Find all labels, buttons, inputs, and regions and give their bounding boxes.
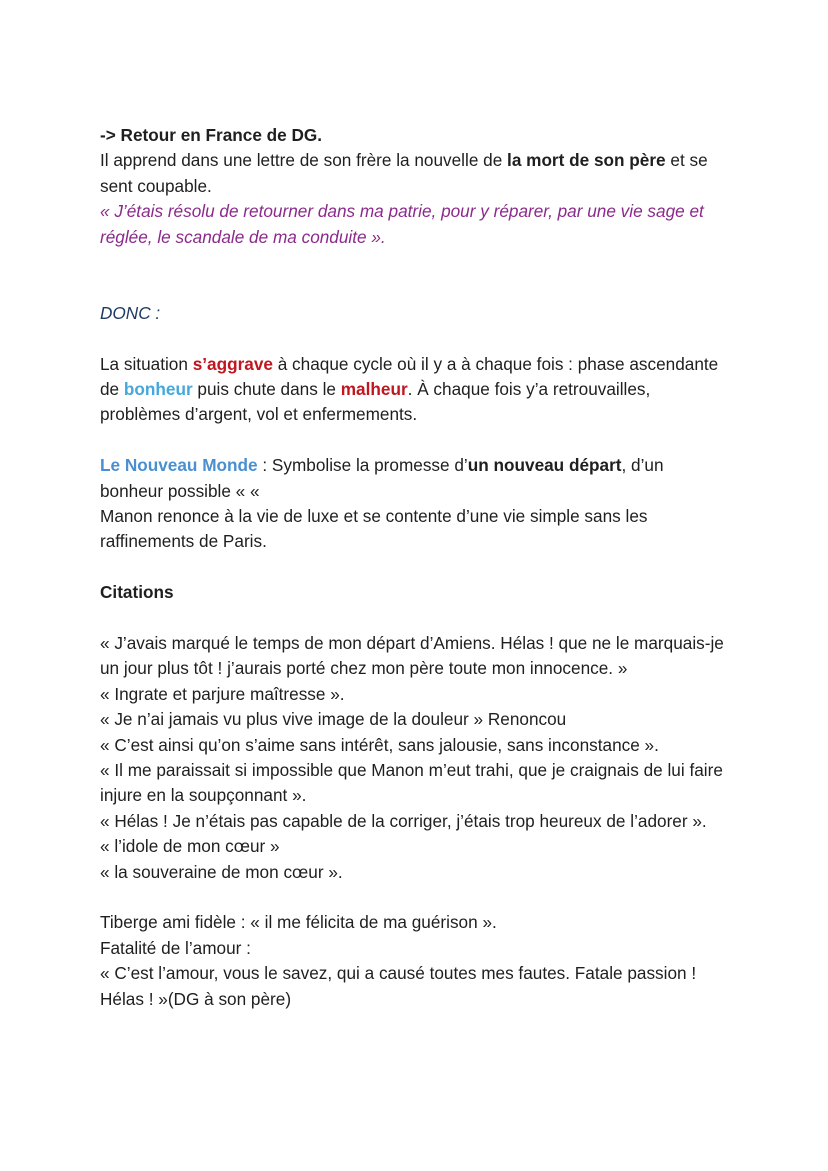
- citation-item: « l’idole de mon cœur »: [100, 836, 280, 857]
- citation-item: « Hélas ! Je n’étais pas capable de la corriger, j’étais trop heureux de l’adorer ».: [100, 810, 707, 831]
- emphasis-aggrave: s’aggrave: [192, 353, 273, 374]
- text: La situation: [100, 353, 193, 374]
- citation-item: « la souveraine de mon cœur ».: [100, 861, 343, 882]
- citation-item: « Il me paraissait si impossible que Manon m’eut trahi, que je craignais de lui faire injure en la soupçonnant ».: [100, 760, 723, 806]
- text: à chaque cycle où il y a à chaque fois : phase ascendante de: [100, 353, 719, 400]
- fatalite-label: Fatalité de l’amour :: [100, 937, 251, 958]
- text: et se sent coupable.: [100, 150, 708, 196]
- text: , d’un bonheur possible « «: [100, 455, 664, 501]
- citation-item: « J’avais marqué le temps de mon départ d’Amiens. Hélas ! que ne le marquais-je un jour plus tôt ! j’aurais porté chez mon père toute mon innocence. »: [100, 633, 724, 679]
- document-page: [100, 123, 730, 1012]
- text: . À chaque fois y’a retrouvailles, problèmes d’argent, vol et enfermements.: [100, 379, 651, 425]
- paragraph-father-death: [100, 148, 730, 199]
- section-heading-return: -> Retour en France de DG.: [100, 125, 323, 145]
- nouveau-monde-title: Le Nouveau Monde: [100, 455, 258, 476]
- paragraph-cycle: [100, 352, 730, 428]
- citations-heading: Citations: [100, 582, 174, 603]
- citation-item: « C’est ainsi qu’on s’aime sans intérêt, sans jalousie, sans inconstance ».: [100, 734, 659, 755]
- text: puis chute dans le: [192, 379, 341, 400]
- paragraph-manon-renonce: Manon renonce à la vie de luxe et se contente d’une vie simple sans les raffinements de Paris.: [100, 506, 648, 552]
- bold-phrase: un nouveau départ: [467, 455, 622, 476]
- quote-return: « J’étais résolu de retourner dans ma patrie, pour y réparer, par une vie sage et réglée, le scandale de ma conduite ».: [100, 201, 704, 247]
- emphasis-malheur: malheur: [340, 379, 408, 400]
- text: Il apprend dans une lettre de son frère la nouvelle de: [100, 150, 508, 171]
- tiberge-line: Tiberge ami fidèle : « il me félicita de ma guérison ».: [100, 912, 497, 933]
- citation-item: « Je n’ai jamais vu plus vive image de la douleur » Renoncou: [100, 709, 567, 730]
- fatalite-quote: « C’est l’amour, vous le savez, qui a causé toutes mes fautes. Fatale passion ! Hélas ! »(DG à son père): [100, 963, 697, 1009]
- citation-item: « Ingrate et parjure maîtresse ».: [100, 683, 345, 704]
- text: : Symbolise la promesse d’: [257, 455, 468, 476]
- paragraph-nouveau-monde: [100, 453, 730, 504]
- donc-label: DONC :: [100, 302, 161, 323]
- emphasis-bonheur: bonheur: [123, 379, 193, 400]
- bold-phrase: la mort de son père: [507, 150, 666, 171]
